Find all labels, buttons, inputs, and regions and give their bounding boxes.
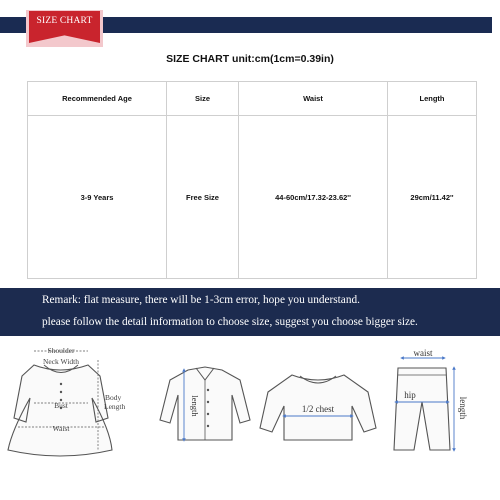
header-waist: Waist [239,82,388,116]
dress-length-label: Length [104,402,126,411]
cell-length: 29cm/11.42'' [388,116,477,279]
dress-neck-label: Neck Width [42,357,80,366]
shirt-length-label: length [190,395,200,417]
dress-diagram [8,346,125,456]
shirt-diagram [160,367,250,440]
size-table [27,81,477,279]
header-size: Size [167,82,239,116]
pants-hip-label: hip [404,390,416,400]
remark-band [0,288,500,336]
dress-waist-label: Waist [52,424,70,433]
sweater-diagram [260,375,376,440]
pants-diagram [394,348,468,450]
dress-bust-label: Bust [54,401,68,410]
size-chart-tag-label: SIZE CHART [36,16,93,26]
cell-size: Free Size [167,116,239,279]
measurement-diagrams [0,340,500,500]
dress-shoulder-label: Shoulder [47,346,75,355]
sweater-chest-label: 1/2 chest [301,404,335,414]
table-row [28,116,477,279]
remark-line-2: please follow the detail information to choose size, suggest you choose bigger size. [42,316,418,328]
table-header-row [28,82,477,116]
pants-waist-label: waist [413,348,433,358]
header-recommended-age: Recommended Age [28,82,167,116]
remark-line-1: Remark: flat measure, there will be 1-3cm error, hope you understand. [42,294,360,306]
chart-title: SIZE CHART unit:cm(1cm=0.39in) [166,53,334,65]
header-length: Length [388,82,477,116]
cell-age: 3-9 Years [28,116,167,279]
cell-waist: 44-60cm/17.32-23.62'' [239,116,388,279]
pants-length-label: length [458,396,468,420]
dress-body-label: Body [105,393,122,402]
